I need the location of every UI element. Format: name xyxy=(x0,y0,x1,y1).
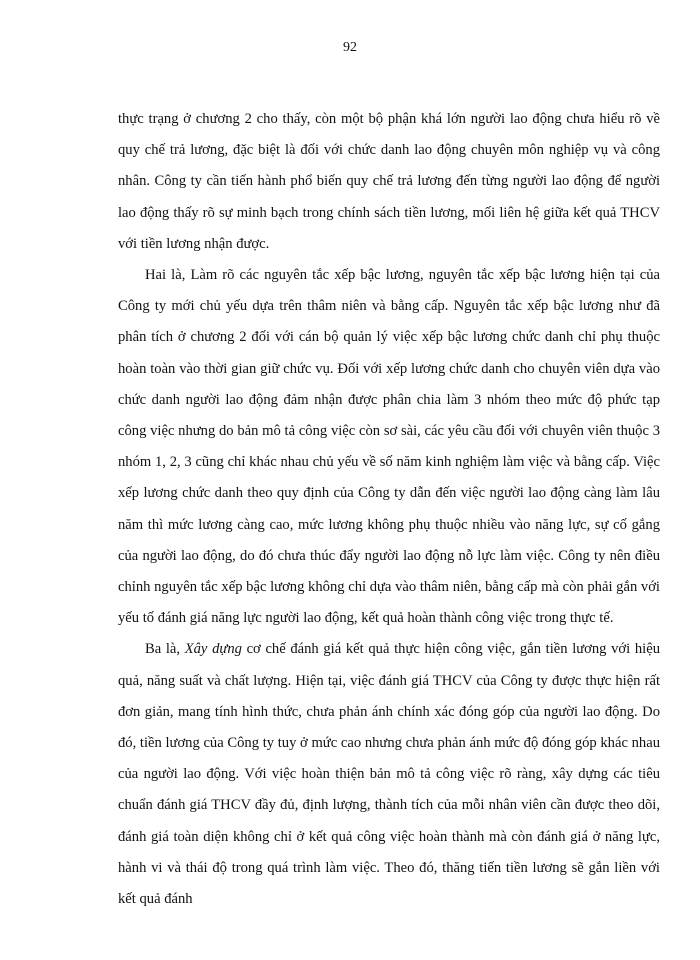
paragraph-3-lead: Ba là, xyxy=(145,641,185,658)
page-number: 92 xyxy=(343,40,357,55)
body-text xyxy=(118,104,660,915)
paragraph-3-rest: cơ chế đánh giá kết quả thực hiện công việc, gắn tiền lương với hiệu quả, năng suất và chất lượng. Hiện tại, việc đánh giá THCV của Công ty được thực hiện rất đơn giản, mang tính hình thức, chưa phản ánh chính xác đóng góp của người lao động. Do đó, tiền lương của Công ty tuy ở mức cao nhưng chưa phản ánh mức độ đóng góp khác nhau của người lao động. Với việc hoàn thiện bản mô tả công việc rõ ràng, xây dựng các tiêu chuẩn đánh giá THCV đầy đủ, định lượng, thành tích của mỗi nhân viên cần được theo dõi, đánh giá toàn diện không chỉ ở kết quả công việc hoàn thành mà còn đánh giá ở năng lực, hành vi và thái độ trong quá trình làm việc. Theo đó, thăng tiến tiền lương sẽ gắn liền với kết quả đánh xyxy=(118,641,660,908)
paragraph-1: thực trạng ở chương 2 cho thấy, còn một bộ phận khá lớn người lao động chưa hiểu rõ về quy chế trả lương, đặc biệt là đối với chức danh lao động chuyên môn nghiệp vụ và công nhân. Công ty cần tiến hành phổ biến quy chế trả lương đến từng người lao động để người lao động thấy rõ sự minh bạch trong chính sách tiền lương, mối liên hệ giữa kết quả THCV với tiền lương nhận được. xyxy=(118,111,660,252)
paragraph-2: Hai là, Làm rõ các nguyên tắc xếp bậc lương, nguyên tắc xếp bậc lương hiện tại của Công ty mới chủ yếu dựa trên thâm niên và bằng cấp. Nguyên tắc xếp bậc lương như đã phân tích ở chương 2 đối với cán bộ quản lý việc xếp bậc lương chức danh chỉ phụ thuộc hoàn toàn vào thời gian giữ chức vụ. Đối với xếp lương chức danh cho chuyên viên dựa vào chức danh người lao động đảm nhận được phân chia làm 3 nhóm theo mức độ phức tạp công việc nhưng do bản mô tả công việc còn sơ sài, các yêu cầu đối với chuyên viên thuộc 3 nhóm 1, 2, 3 cũng chỉ khác nhau chủ yếu về số năm kinh nghiệm làm việc và bằng cấp. Việc xếp lương chức danh theo quy định của Công ty dẫn đến việc người lao động càng làm lâu năm thì mức lương càng cao, mức lương không phụ thuộc nhiều vào năng lực, sự cố gắng của người lao động, do đó chưa thúc đẩy người lao động nỗ lực làm việc. Công ty nên điều chỉnh nguyên tắc xếp bậc lương không chỉ dựa vào thâm niên, bằng cấp mà còn phải gắn với yếu tố đánh giá năng lực người lao động, kết quả hoàn thành công việc trong thực tế. xyxy=(118,267,660,627)
paragraph-3-italic: Xây dựng xyxy=(184,641,242,658)
paragraph-3 xyxy=(118,634,660,915)
